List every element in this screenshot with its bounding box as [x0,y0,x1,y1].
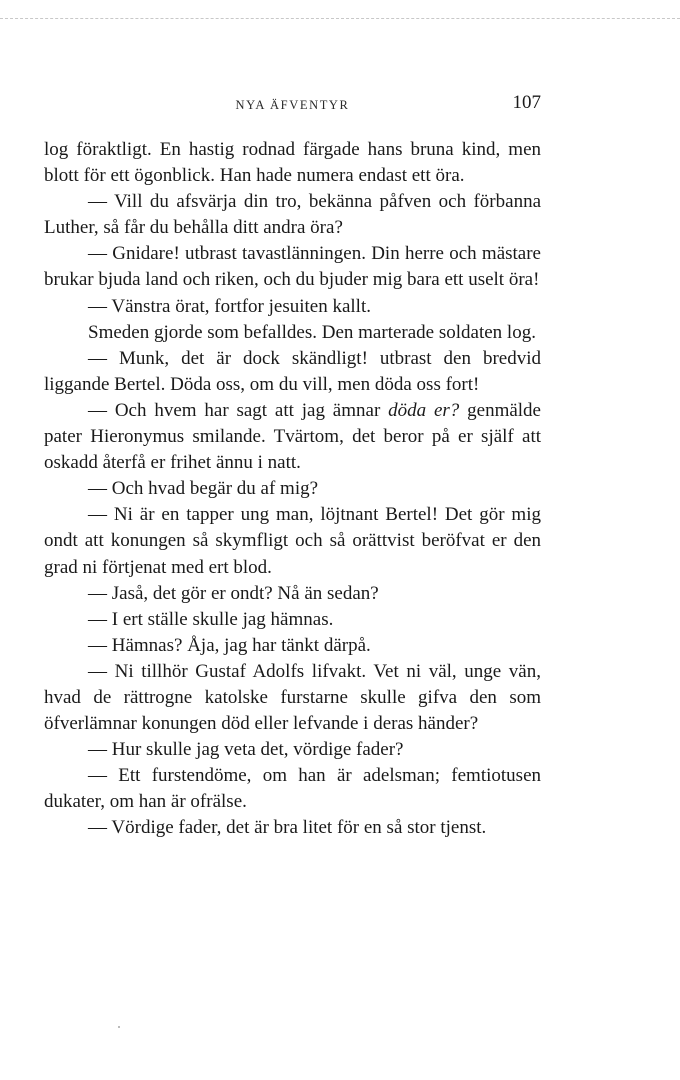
paragraph-10: — Jaså, det gör er ondt? Nå än sedan? [88,582,379,604]
paragraph-4: — Vänstra örat, fortfor jesuiten kallt. [88,295,371,317]
paragraph-7-end: genmälde pater Hieronymus smilande. Tvärtom, det beror på er själf att oskadd återfå er frihet ännu i natt. [44,399,541,474]
stray-ink-mark [118,1026,120,1028]
paragraph-9: — Ni är en tapper ung man, löjtnant Bertel! Det gör mig ondt att konungen så skymfligt och så orättvist beröfvat er den grad ni förtjenat med ert blod. [44,504,541,578]
paragraph-13: — Ni tillhör Gustaf Adolfs lifvakt. Vet ni väl, unge vän, hvad de rättrogne katolske furstarne skulle gifva den som öfverlämnar konungen död eller lefvande i deras händer? [44,660,541,735]
scan-edge-rule [0,18,680,19]
paragraph-15: — Ett furstendöme, om han är adelsman; femtiotusen dukater, om han är ofrälse. [44,765,541,813]
paragraph-2: — Vill du afsvärja din tro, bekänna påfven och förbanna Luther, så får du behålla ditt andra öra? [44,191,541,239]
body-text [44,137,541,842]
paragraph-16: — Vördige fader, det är bra litet för en så stor tjenst. [88,817,487,839]
paragraph-7-italic: döda er? [388,399,460,421]
page-number: 107 [512,92,541,113]
paragraph-6: — Munk, det är dock skändligt! utbrast den bredvid liggande Bertel. Döda oss, om du vill, men döda oss fort! [44,347,541,395]
paragraph-8: — Och hvad begär du af mig? [88,478,319,500]
paragraph-12: — Hämnas? Åja, jag har tänkt därpå. [88,634,371,656]
paragraph-3: — Gnidare! utbrast tavastlänningen. Din herre och mästare brukar bjuda land och riken, och du bjuder mig bara ett uselt öra! [44,243,541,291]
paragraph-11: — I ert ställe skulle jag hämnas. [88,608,334,630]
running-title: NYA ÄFVENTYR [235,98,350,112]
paragraph-7-start: — Och hvem har sagt att jag ämnar [88,399,389,421]
paragraph-1: log föraktligt. En hastig rodnad färgade hans bruna kind, men blott för ett ögonblick. Han hade numera endast ett öra. [44,139,541,187]
paragraph-7 [44,398,541,476]
paragraph-5: Smeden gjorde som befalldes. Den marterade soldaten log. [88,321,536,343]
running-head [44,92,541,116]
paragraph-14: — Hur skulle jag veta det, vördige fader? [88,739,404,761]
